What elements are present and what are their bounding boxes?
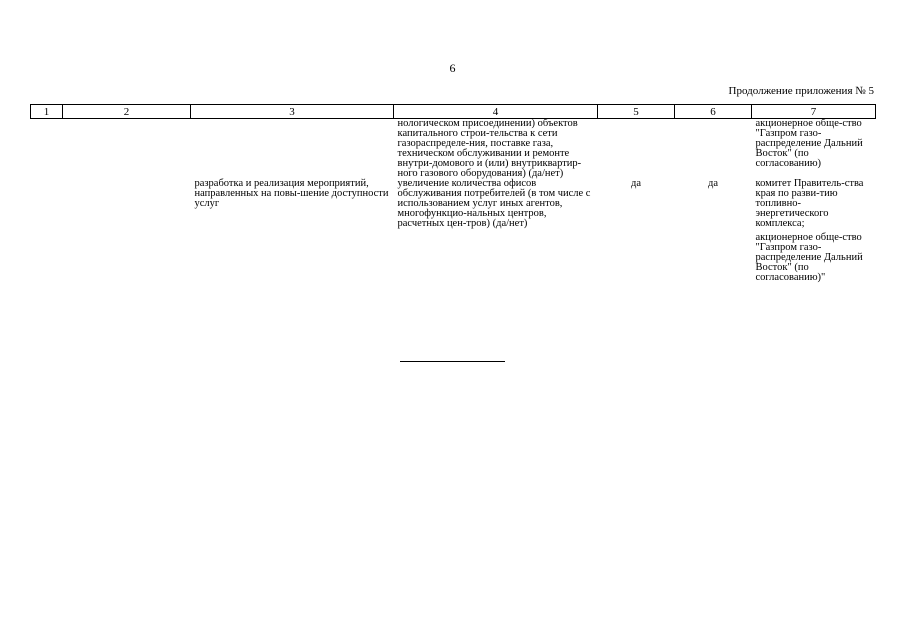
header-cell: 1 (31, 105, 63, 119)
cell-year-2 (675, 119, 752, 180)
header-cell: 5 (598, 105, 675, 119)
header-cell: 2 (63, 105, 191, 119)
cell-number (31, 179, 63, 287)
continuation-title: Продолжение приложения № 5 (728, 85, 874, 97)
table-row (31, 119, 876, 180)
cell-year-2: да (707, 178, 718, 189)
header-cell: 3 (191, 105, 394, 119)
cell-responsible (752, 119, 876, 180)
header-cell: 7 (752, 105, 876, 119)
header-cell: 6 (675, 105, 752, 119)
cell-activity (191, 119, 394, 180)
cell-number (31, 119, 63, 180)
cell-indicator: увеличение количества офисов обслуживания потребителей (в том числе с использованием услуг иных агентов, многофункцио-нальных центров, расчетных цен-тров) (да/нет) (397, 178, 591, 229)
page-number: 6 (449, 61, 456, 75)
cell-year-1: да (630, 178, 641, 189)
cell-year-1 (598, 119, 675, 180)
cell-activity: разработка и реализация мероприятий, направленных на повы-шение доступности услуг (194, 178, 389, 209)
responsible-org: акционерное обще-ство "Газпром газо-распределение Дальний Восток" (по согласованию) (755, 118, 863, 169)
cell-responsible (752, 179, 876, 287)
table-row (31, 179, 876, 287)
cell-indicator: нологическом присоединении) объектов капитального строи-тельства к сети газораспределе-ния, поставке газа, техническом обслуживании и ремонте внутри-домового и (или) внутриквартир-ного газового оборудования) (да/нет) (397, 118, 582, 179)
cell-measure (63, 119, 191, 180)
appendix-table (30, 104, 876, 287)
responsible-org: комитет Правитель-ства края по разви-тию топливно-энергетического комплекса; (755, 178, 864, 229)
header-cell: 4 (394, 105, 598, 119)
header-row (31, 105, 876, 119)
responsible-org: акционерное обще-ство "Газпром газо-распределение Дальний Восток" (по согласованию)" (755, 232, 863, 283)
end-rule (400, 361, 505, 362)
cell-measure (63, 179, 191, 287)
